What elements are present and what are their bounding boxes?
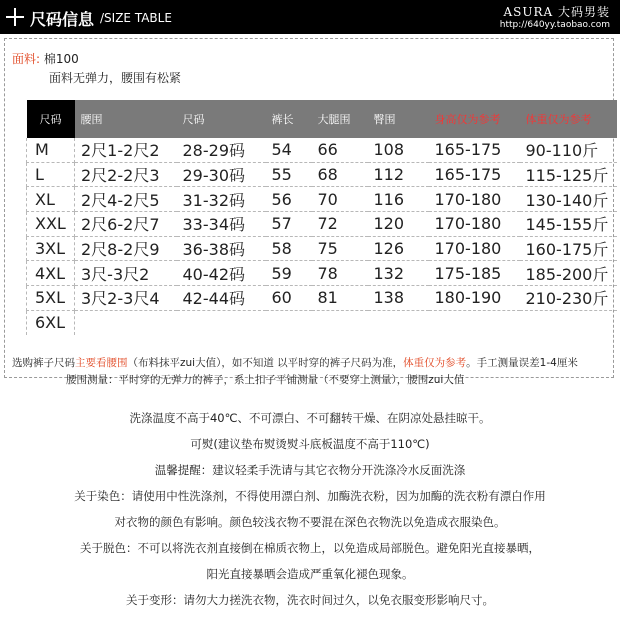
height-cell: 170-180 (429, 187, 520, 212)
fabric-label: 面料: (12, 52, 41, 66)
height-cell: 170-180 (429, 236, 520, 261)
waist-cell: 2尺4-2尺5 (75, 187, 177, 212)
length-cell: 54 (266, 138, 312, 162)
height-cell: 170-180 (429, 212, 520, 237)
size-cell: 6XL (27, 310, 75, 334)
table-row (27, 187, 617, 212)
weight-cell: 210-230斤 (520, 286, 617, 311)
care-line: 关于染色：请使用中性洗涤剂，不得使用漂白剂、加酶洗衣粉，因为加酶的洗衣粉有漂白作用 (74, 489, 546, 503)
header-bar (0, 0, 620, 34)
fabric-note: 面料无弹力，腰围有松紧 (49, 71, 182, 85)
length-cell: 60 (266, 286, 312, 311)
care-line: 洗涤温度不高于40℃、不可漂白、不可翻转干燥、在阴凉处悬挂晾干。 (129, 411, 491, 425)
care-line: 温馨提醒：建议轻柔手洗请与其它衣物分开洗涤冷水反面洗涤 (154, 463, 466, 477)
care-line: 关于变形：请勿大力搓洗衣物，洗衣时间过久，以免衣服变形影响尺寸。 (126, 593, 494, 607)
hip-cell: 126 (368, 236, 429, 261)
header-thigh-cell: 大腿围 (312, 100, 368, 138)
note-text: 选购裤子尺码 (12, 357, 75, 369)
care-line: 关于脱色：不可以将洗衣剂直接倒在棉质衣物上，以免造成局部脱色。避免阳光直接暴晒， (80, 541, 540, 555)
thigh-cell: 72 (312, 212, 368, 237)
header-length-cell: 裤长 (266, 100, 312, 138)
waist-cell: 2尺2-2尺3 (75, 162, 177, 187)
weight-cell: 145-155斤 (520, 212, 617, 237)
fabric-material: 棉100 (43, 52, 79, 66)
hip-cell: 108 (368, 138, 429, 162)
table-row (27, 162, 617, 187)
header-hip-cell: 臀围 (368, 100, 429, 138)
note-text: 。手工测量误差1-4厘米 (466, 357, 578, 369)
weight-cell (520, 310, 617, 334)
weight-cell: 130-140斤 (520, 187, 617, 212)
care-line: 阳光直接暴晒会造成严重氧化褪色现象。 (206, 567, 414, 581)
note-highlight: 体重仅为参考 (403, 357, 467, 369)
waist-cell: 3尺2-3尺4 (75, 286, 177, 311)
size-code-cell: 29-30码 (177, 162, 266, 187)
length-cell: 56 (266, 187, 312, 212)
waist-cell: 3尺-3尺2 (75, 261, 177, 286)
thigh-cell: 81 (312, 286, 368, 311)
fabric-info (12, 50, 181, 88)
hip-cell: 138 (368, 286, 429, 311)
size-cell: XXL (27, 212, 75, 237)
hip-cell (368, 310, 429, 334)
care-line: 对衣物的颜色有影响。颜色较浅衣物不要混在深色衣物洗以免造成衣服染色。 (114, 515, 506, 529)
hip-cell: 132 (368, 261, 429, 286)
brand-url: http://640yy.taobao.com (499, 20, 610, 30)
table-row (27, 138, 617, 162)
header-waist-cell: 腰围 (75, 100, 177, 138)
waist-cell: 2尺6-2尺7 (75, 212, 177, 237)
size-cell: L (27, 162, 75, 187)
header-size-cell: 尺码 (27, 100, 75, 138)
waist-cell: 2尺8-2尺9 (75, 236, 177, 261)
size-cell: M (27, 138, 75, 162)
size-code-cell: 42-44码 (177, 286, 266, 311)
size-code-cell: 40-42码 (177, 261, 266, 286)
brand-logo (500, 3, 610, 30)
hip-cell: 112 (368, 162, 429, 187)
table-row (27, 212, 617, 237)
plus-icon (6, 8, 24, 26)
size-code-cell: 33-34码 (177, 212, 266, 237)
thigh-cell: 68 (312, 162, 368, 187)
height-cell: 180-190 (429, 286, 520, 311)
note-highlight: 主要看腰围 (75, 357, 128, 369)
size-cell: 4XL (27, 261, 75, 286)
height-cell: 165-175 (429, 162, 520, 187)
page-subtitle: /SIZE TABLE (100, 11, 172, 25)
size-code-cell: 28-29码 (177, 138, 266, 162)
table-row (27, 310, 617, 334)
weight-cell: 185-200斤 (520, 261, 617, 286)
note-text: （布料抹平zui大值），如不知道 以平时穿的裤子尺码为准， (127, 357, 404, 369)
length-cell: 59 (266, 261, 312, 286)
table-row (27, 286, 617, 311)
length-cell: 58 (266, 236, 312, 261)
length-cell: 57 (266, 212, 312, 237)
height-cell: 165-175 (429, 138, 520, 162)
hip-cell: 116 (368, 187, 429, 212)
header-size-code-cell: 尺码 (177, 100, 266, 138)
care-line: 可熨(建议垫布熨烫熨斗底板温度不高于110℃) (190, 437, 430, 451)
header-weight-cell: 体重仅为参考 (520, 100, 617, 138)
size-table (26, 100, 617, 335)
thigh-cell: 70 (312, 187, 368, 212)
size-cell: 5XL (27, 286, 75, 311)
size-code-cell: 31-32码 (177, 187, 266, 212)
hip-cell: 120 (368, 212, 429, 237)
header-height-cell: 身高仅为参考 (429, 100, 520, 138)
height-cell (429, 310, 520, 334)
size-code-cell (177, 310, 266, 334)
care-instructions (0, 405, 620, 613)
height-cell: 175-185 (429, 261, 520, 286)
waist-cell: 2尺1-2尺2 (75, 138, 177, 162)
length-cell (266, 310, 312, 334)
note-line-2: 腰围测量：平时穿的无弹力的裤子，系上扣子平铺测量（不要穿上测量），腰围zui大值 (66, 374, 465, 386)
table-row (27, 261, 617, 286)
size-notes (12, 355, 612, 389)
weight-cell: 115-125斤 (520, 162, 617, 187)
page-title: 尺码信息 (30, 10, 95, 29)
waist-cell (75, 310, 177, 334)
length-cell: 55 (266, 162, 312, 187)
table-row (27, 236, 617, 261)
size-code-cell: 36-38码 (177, 236, 266, 261)
thigh-cell (312, 310, 368, 334)
size-table-header (27, 100, 617, 138)
brand-name: ASURA 大码男装 (503, 5, 610, 19)
weight-cell: 160-175斤 (520, 236, 617, 261)
size-cell: 3XL (27, 236, 75, 261)
size-cell: XL (27, 187, 75, 212)
thigh-cell: 75 (312, 236, 368, 261)
weight-cell: 90-110斤 (520, 138, 617, 162)
note-line-1 (12, 355, 612, 372)
thigh-cell: 78 (312, 261, 368, 286)
thigh-cell: 66 (312, 138, 368, 162)
